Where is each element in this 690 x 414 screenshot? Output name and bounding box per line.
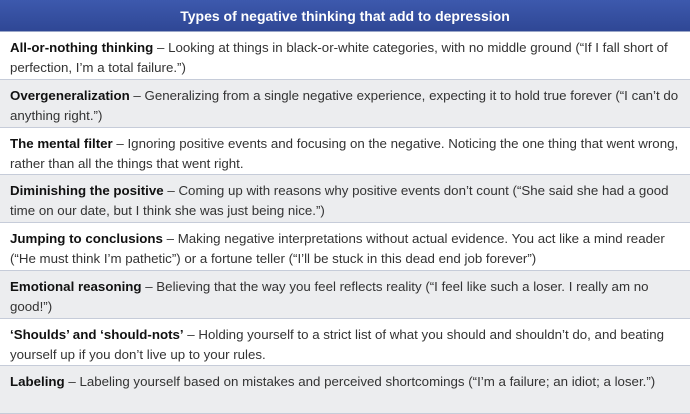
row-term: Diminishing the positive	[10, 183, 164, 199]
table-row	[0, 175, 690, 223]
row-term: Emotional reasoning	[10, 278, 142, 294]
row-description: – Coming up with reasons why positive events don’t count (“She said she had a good time on our date, but I think she was just being nice.”)	[10, 183, 669, 219]
row-term: Overgeneralization	[10, 87, 130, 103]
row-description: – Believing that the way you feel reflects reality (“I feel like such a loser. I really am no good!”)	[10, 278, 649, 314]
row-description: – Generalizing from a single negative experience, expecting it to hold true forever (“I can’t do anything right.”)	[10, 87, 679, 123]
table-row	[0, 128, 690, 176]
row-term: ‘Shoulds’ and ‘should-nots’	[10, 326, 184, 342]
table-body	[0, 32, 690, 414]
table-title: Types of negative thinking that add to depression	[0, 0, 690, 32]
row-term: All-or-nothing thinking	[10, 40, 154, 55]
row-term: Jumping to conclusions	[10, 231, 163, 246]
table-row	[0, 32, 690, 80]
row-term: Labeling	[10, 374, 65, 390]
table-row	[0, 366, 690, 414]
row-description: – Holding yourself to a strict list of what you should and shouldn’t do, and beating yourself up if you don’t live up to your rules.	[10, 326, 665, 362]
row-description: – Looking at things in black-or-white categories, with no middle ground (“If I fall short of perfection, I’m a total failure.”)	[10, 40, 668, 75]
table-row	[0, 223, 690, 271]
row-term: The mental filter	[10, 135, 113, 151]
table-row	[0, 319, 690, 367]
table-row	[0, 80, 690, 128]
row-description: – Making negative interpretations without actual evidence. You act like a mind reader (“He must think I’m pathetic”) or a fortune teller (“I’ll be stuck in this dead end job forever”)	[10, 231, 665, 266]
table-row	[0, 271, 690, 319]
row-description: – Labeling yourself based on mistakes and perceived shortcomings (“I’m a failure; an idiot; a loser.”)	[64, 374, 656, 390]
row-description: – Ignoring positive events and focusing on the negative. Noticing the one thing that went wrong, rather than all the things that went right.	[10, 135, 679, 171]
